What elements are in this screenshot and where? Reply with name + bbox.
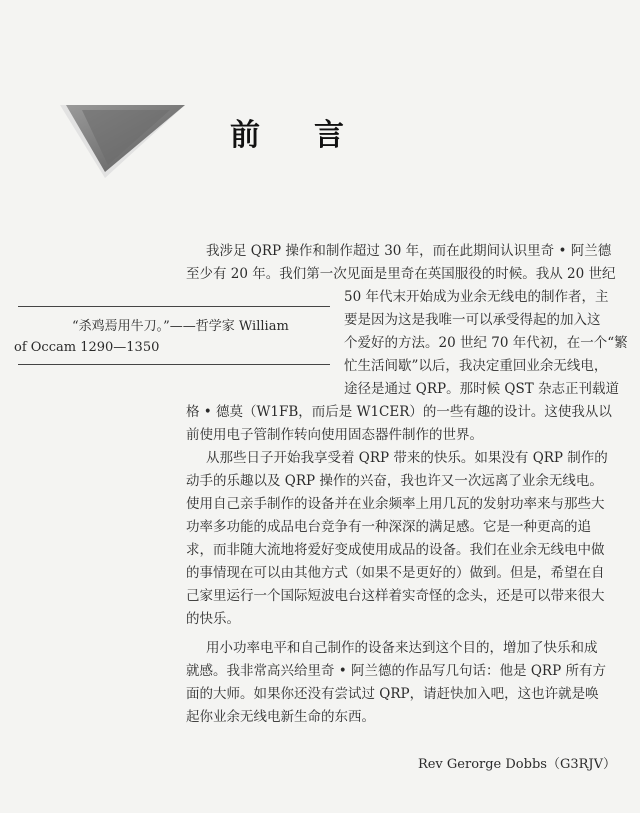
p1-line-3: 50 年代末开始成为业余无线电的制作者，主 bbox=[344, 289, 609, 305]
p1-line-6: 忙生活间歇”以后，我决定重回业余无线电， bbox=[344, 358, 608, 374]
title-char-2: 言 bbox=[314, 118, 346, 153]
p2-line-5: 求，而非随大流地将爱好变成使用成品的设备。我们在业余无线电中做 bbox=[186, 542, 605, 558]
page-title bbox=[230, 110, 346, 154]
p2-line-1: 从那些日子开始我享受着 QRP 带来的快乐。如果没有 QRP 制作的 bbox=[206, 450, 608, 466]
p3-line-3: 面的大师。如果你还没有尝试过 QRP，请赶快加入吧，这也许就是唤 bbox=[186, 686, 599, 702]
p1-line-4: 要是因为这是我唯一可以承受得起的加入这 bbox=[344, 312, 601, 328]
signature: Rev Gerorge Dobbs（G3RJV） bbox=[417, 757, 616, 772]
p2-line-7: 己家里运行一个国际短波电台这样着实奇怪的念头，还是可以带来很大 bbox=[186, 588, 605, 604]
p1-line-7: 途径是通过 QRP。那时候 QST 杂志正刊载道 bbox=[344, 381, 620, 397]
quote-rule-bottom bbox=[18, 364, 330, 365]
p2-line-8: 的快乐。 bbox=[186, 611, 240, 627]
p1-line-8: 格 • 德莫（W1FB，而后是 W1CER）的一些有趣的设计。这使我从以 bbox=[186, 404, 612, 420]
triangle-decoration-icon bbox=[0, 0, 200, 200]
quote-line-2: of Occam 1290—1350 bbox=[14, 340, 160, 355]
p1-line-1: 我涉足 QRP 操作和制作超过 30 年，而在此期间认识里奇 • 阿兰德 bbox=[206, 243, 612, 259]
p1-line-9: 前使用电子管制作转向使用固态器件制作的世界。 bbox=[186, 427, 483, 443]
p3-line-2: 就感。我非常高兴给里奇 • 阿兰德的作品写几句话：他是 QRP 所有方 bbox=[186, 663, 606, 679]
p3-line-1: 用小功率电平和自己制作的设备来达到这个目的，增加了快乐和成 bbox=[206, 640, 598, 656]
quote-line-1: “杀鸡焉用牛刀。”——哲学家 William bbox=[72, 319, 289, 334]
p3-line-4: 起你业余无线电新生命的东西。 bbox=[186, 709, 375, 725]
quote-rule-top bbox=[18, 306, 330, 307]
p2-line-2: 动手的乐趣以及 QRP 操作的兴奋，我也许又一次远离了业余无线电。 bbox=[186, 473, 603, 489]
p2-line-6: 的事情现在可以由其他方式（如果不是更好的）做到。但是，希望在自 bbox=[186, 565, 605, 581]
p2-line-4: 功率多功能的成品电台竞争有一种深深的满足感。它是一种更高的追 bbox=[186, 519, 591, 535]
title-char-1: 前 bbox=[230, 118, 262, 153]
p2-line-3: 使用自己亲手制作的设备并在业余频率上用几瓦的发射功率来与那些大 bbox=[186, 496, 605, 512]
p1-line-2: 至少有 20 年。我们第一次见面是里奇在英国服役的时候。我从 20 世纪 bbox=[186, 266, 616, 282]
p1-line-5: 个爱好的方法。20 世纪 70 年代初，在一个“繁 bbox=[344, 335, 628, 351]
